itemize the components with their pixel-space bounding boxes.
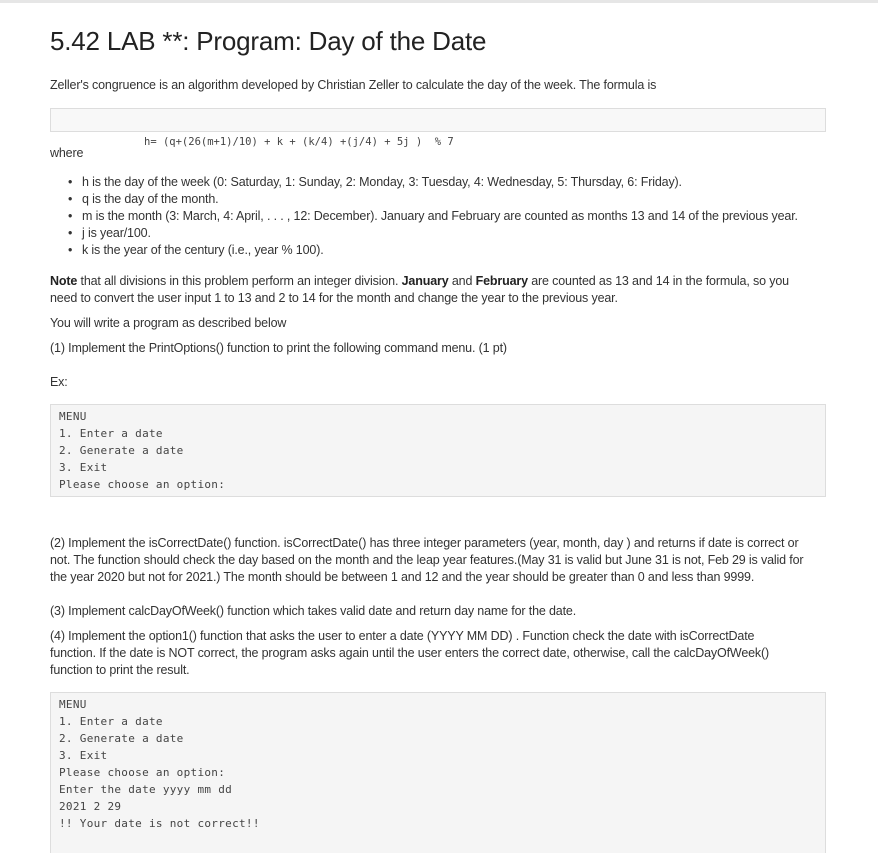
step-1: (1) Implement the PrintOptions() function to print the following command menu. (1 pt) [50, 341, 507, 355]
instructions-intro: You will write a program as described below [50, 316, 287, 330]
bullet-icon: • [68, 209, 73, 223]
code-line: MENU [59, 698, 87, 711]
note-word: Note [50, 274, 78, 288]
code-line: Please choose an option: [59, 478, 226, 491]
top-border [0, 0, 878, 3]
session-example-block [50, 692, 826, 853]
bullet-icon: • [68, 243, 73, 257]
menu-example-block [50, 404, 826, 497]
code-line: MENU [59, 410, 87, 423]
example-label: Ex: [50, 375, 68, 389]
bullet-icon: • [68, 226, 73, 240]
bullet-icon: • [68, 175, 73, 189]
step-3: (3) Implement calcDayOfWeek() function which takes valid date and return day name for the date. [50, 604, 577, 618]
code-line: 3. Exit [59, 749, 108, 762]
formula-text: h= (q+(26(m+1)/10) + k + (k/4) +(j/4) + 5j ) % 7 [144, 136, 454, 148]
list-item: • m is the month (3: March, 4: April, . . . , 12: December). January and February are counted as months 13 and 14 of the previous year. [68, 209, 798, 223]
code-line: 1. Enter a date [59, 427, 163, 440]
list-item: • j is year/100. [68, 226, 151, 240]
code-line: 2021 2 29 [59, 800, 122, 813]
code-line: !! Your date is not correct!! [59, 817, 260, 830]
page-title: 5.42 LAB **: Program: Day of the Date [50, 26, 487, 56]
list-item: • h is the day of the week (0: Saturday, 1: Sunday, 2: Monday, 3: Tuesday, 4: Wednesday, 5: Thursday, 6: Friday). [68, 175, 682, 189]
code-line: 2. Generate a date [59, 732, 184, 745]
bullet-icon: • [68, 192, 73, 206]
list-item: • k is the year of the century (i.e., year % 100). [68, 243, 324, 257]
where-label: where [50, 146, 84, 160]
february-word: February [475, 274, 528, 288]
intro-paragraph: Zeller's congruence is an algorithm developed by Christian Zeller to calculate the day of the week. The formula is [50, 78, 657, 92]
definition-list [68, 174, 828, 259]
january-word: January [401, 274, 449, 288]
code-line: Please choose an option: [59, 766, 226, 779]
code-line: 1. Enter a date [59, 715, 163, 728]
step-4: (4) Implement the option1() function that asks the user to enter a date (YYYY MM DD) . Function check the date with isCorrectDate function. If the date is NOT correct, the program asks again until the user enters the correct date, otherwise, call the calcDayOfWeek() function to print the result. [50, 629, 770, 677]
step-2: (2) Implement the isCorrectDate() function. isCorrectDate() has three integer parameters (year, month, day ) and returns if date is correct or not. The function should check the day based on the month and the leap year features.(May 31 is valid but June 31 is not, Feb 29 is valid for the year 2020 but not for 2021.) The month should be between 1 and 12 and the year should be greater than 0 and less than 9999. [50, 536, 804, 584]
list-item: • q is the day of the month. [68, 192, 219, 206]
code-line: 2. Generate a date [59, 444, 184, 457]
note-paragraph: Note that all divisions in this problem perform an integer division. January and February are counted as 13 and 14 in the formula, so you need to convert the user input 1 to 13 and 2 to 14 for the month and change the year to the previous year. [50, 274, 789, 305]
code-line: Enter the date yyyy mm dd [59, 783, 233, 796]
formula-code-block [50, 108, 826, 148]
code-line: 3. Exit [59, 461, 108, 474]
